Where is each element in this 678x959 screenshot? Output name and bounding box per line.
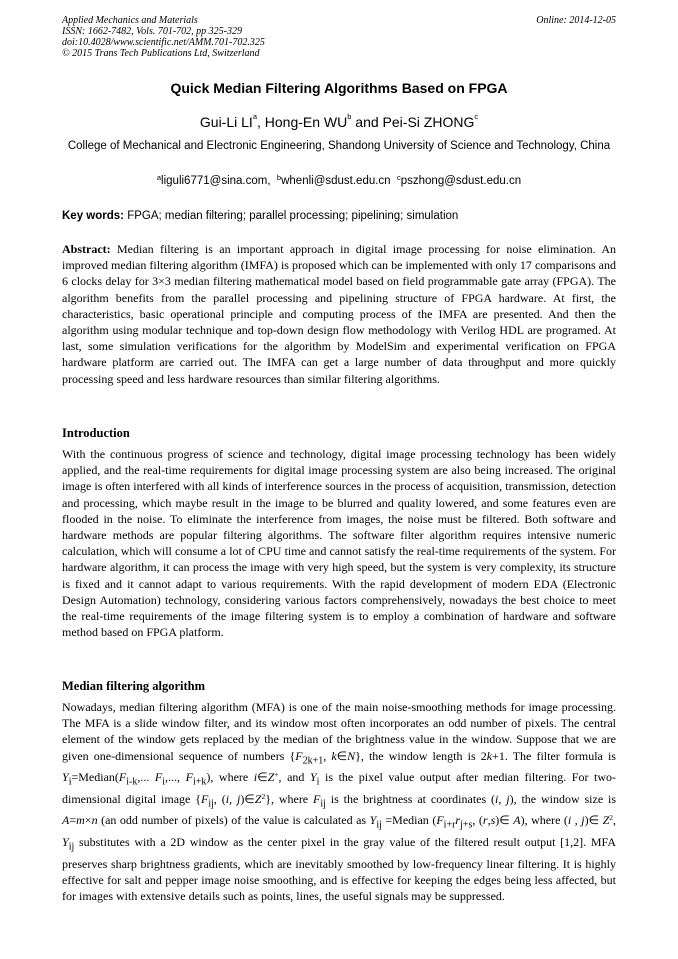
author-1-sup: a	[252, 112, 257, 121]
mfa-text: (an odd number of pixels) of the value is calculated as	[97, 813, 370, 828]
journal-header	[62, 15, 616, 59]
math-var: i	[495, 791, 499, 806]
author-2: Hong-En WU	[264, 114, 348, 130]
math-var: Z	[267, 770, 275, 785]
keywords-text: FPGA; median filtering; parallel processing; pipelining; simulation	[124, 210, 459, 222]
author-3-sup: c	[474, 112, 479, 121]
affiliation: College of Mechanical and Electronic Engineering, Shandong University of Science and Technology, China	[67, 140, 611, 152]
math-var: F	[436, 813, 444, 828]
math-var: F	[295, 748, 303, 763]
math-sub: i	[162, 776, 166, 788]
abstract-text: Median filtering is an important approach in digital image processing for noise elimination. An improved median filtering algorithm (IMFA) is proposed which can be implemented with only 17 comparisons and 6 clocks delay for 3×3 median filtering mathematical model based on field programmable gate array (FPGA). The algorithm benefits from the parallel processing and pipelining structure of FPGA hardware. At first, the characteristics, basic operational principle and computing process of the IMFA are presented. And then the algorithm using modular technique and top-down design flow methodology with Verilog HDL are programed. At last, some simulation verifications for the algorithm by ModelSim and experimental verification on FPGA hardware platform are carried out. The IMFA can get a large number of data throughput and more quickly processing speed and less hardware resources than similar filtering algorithms.	[62, 242, 616, 386]
email-b: whenli@sdust.edu.cn	[281, 175, 391, 187]
email-b-sup: b	[276, 173, 282, 182]
math-sub: j+s	[460, 819, 473, 831]
mfa-text: +1. The filter formula is	[492, 748, 616, 763]
math-var: k	[486, 748, 493, 763]
math-sub: ij	[320, 798, 326, 810]
math-var: r	[455, 813, 461, 828]
math-var: F	[118, 770, 127, 785]
math-sup: +	[274, 770, 279, 780]
math-var: k	[331, 748, 337, 763]
mfa-text: ,...,	[165, 770, 186, 785]
mfa-heading: Median filtering algorithm	[62, 679, 206, 693]
math-sub: ij	[208, 798, 214, 810]
math-var: F	[185, 770, 193, 785]
math-var: i	[253, 770, 258, 785]
journal-issn: ISSN: 1662-7482, Vols. 701-702, pp 325-329	[62, 26, 242, 37]
math-var: m	[76, 813, 85, 828]
math-sub: i	[68, 776, 72, 788]
journal-doi: doi:10.4028/www.scientific.net/AMM.701-702.325	[62, 37, 265, 48]
math-var: A	[513, 813, 521, 828]
math-var: F	[313, 791, 321, 806]
author-list	[0, 114, 678, 130]
email-a: liguli6771@sina.com,	[161, 175, 271, 187]
math-var: N	[347, 748, 356, 763]
mfa-text: ), where	[206, 770, 254, 785]
author-1: Gui-Li LI	[199, 114, 253, 130]
math-var: F	[154, 770, 163, 785]
author-2-sup: b	[347, 112, 352, 121]
mfa-text: ), the window size is	[509, 791, 617, 806]
math-var: Y	[309, 770, 317, 785]
abstract-label: Abstract:	[62, 242, 111, 256]
math-var: r	[482, 813, 488, 828]
math-sub: i	[316, 776, 320, 788]
mfa-text: ,	[571, 813, 582, 828]
math-var: j	[506, 791, 510, 806]
keywords	[62, 210, 616, 222]
math-sub: ij	[376, 819, 382, 831]
mfa-text: =Median (	[381, 813, 437, 828]
math-var: s	[490, 813, 496, 828]
journal-copyright: © 2015 Trans Tech Publications Ltd, Switzerland	[62, 48, 260, 59]
math-sub: 2k+1	[302, 755, 324, 766]
mfa-text: , (	[472, 813, 483, 828]
mfa-text: }, where	[265, 791, 313, 806]
introduction-heading: Introduction	[62, 426, 130, 440]
mfa-text: ,	[229, 791, 237, 806]
mfa-text: ∈	[257, 770, 268, 785]
math-var: j	[236, 791, 241, 806]
math-sup: 2	[609, 813, 614, 823]
mfa-text: , (	[213, 791, 226, 806]
math-sub: ij	[68, 841, 75, 853]
author-sep-1: ,	[256, 114, 265, 130]
paper-title: Quick Median Filtering Algorithms Based on FPGA	[170, 80, 508, 96]
mfa-text: ,	[613, 813, 617, 828]
math-var: Y	[369, 813, 377, 828]
math-var: Y	[62, 770, 69, 785]
author-3: Pei-Si ZHONG	[382, 114, 475, 130]
math-var: j	[581, 813, 585, 828]
journal-name: Applied Mechanics and Materials	[62, 15, 198, 26]
math-sub: i-k	[126, 776, 138, 788]
math-var: Z	[602, 813, 610, 828]
math-var: Z	[254, 791, 262, 806]
email-c: pszhong@sdust.edu.cn	[400, 175, 522, 187]
mfa-text: =	[69, 813, 77, 828]
mfa-text: )∈	[240, 791, 255, 806]
mfa-text: ∈	[336, 748, 348, 763]
mfa-text: , and	[278, 770, 310, 785]
abstract	[62, 241, 616, 387]
keywords-label: Key words:	[62, 210, 124, 222]
math-var: Y	[62, 834, 69, 849]
math-sup: 2	[261, 791, 266, 801]
online-date: Online: 2014-12-05	[536, 15, 616, 26]
math-sub: i+k	[192, 776, 207, 788]
mfa-text: =Median(	[71, 770, 119, 785]
math-var: i	[225, 791, 230, 806]
math-sub: i+r	[443, 819, 456, 831]
mfa-text: }, the window length is 2	[355, 748, 487, 763]
mfa-paragraph	[62, 699, 616, 904]
email-a-sup: a	[156, 173, 162, 182]
mfa-text: is the brightness at coordinates (	[325, 791, 496, 806]
mfa-text: substitutes with a 2D window as the center pixel in the gray value of the filtered result output [1,2]. MFA preserves sharp brightness gradients, which are inevitably smoothed by low-frequency linear filtering. It is highly effective for salt and pepper image noise smoothing, and is effective for keeping the edges being less affected, but for images with extensive details such as points, lines, the useful signals may be suppressed.	[62, 834, 616, 903]
mfa-text: ,	[487, 813, 491, 828]
mfa-text: ×	[84, 813, 92, 828]
email-c-sup: c	[396, 173, 401, 182]
mfa-text: ,...	[137, 770, 155, 785]
math-var: i	[567, 813, 572, 828]
mfa-text: )∈	[584, 813, 603, 828]
mfa-text: )∈	[495, 813, 514, 828]
mfa-text: ,	[323, 748, 332, 763]
mfa-text-1: Nowadays, median filtering algorithm (MFA) is one of the main noise-smoothing methods for image processing. The MFA is a slide window filter, and its window most often incorporates an odd number of pixels. The central element of the window gets replaced by the median of the brightness value in the window. Suppose that we are given one-dimensional sequence of numbers {	[62, 700, 616, 763]
author-sep-2: and	[351, 114, 383, 130]
math-var: n	[91, 813, 98, 828]
mfa-text: ), where (	[520, 813, 568, 828]
math-var: A	[62, 813, 70, 828]
author-emails	[0, 175, 678, 187]
math-var: F	[200, 791, 209, 806]
mfa-text: is the pixel value output after median filtering. For two-dimensional digital image {	[62, 770, 616, 806]
mfa-text: ,	[498, 791, 507, 806]
introduction-text: With the continuous progress of science and technology, digital image processing technology has been widely applied, and the real-time requirements for digital image processing system are also being increased. The original image is often interfered with all kinds of interference sources in the process of acquisition, transmission, detection and processing, which maybe result in the image to be blurred and quality lowered, and some features even are flooded in the noise. To eliminate the interference from images, the noise must be filtered. Both software and hardware methods are popular filtering algorithms. The software filter algorithm requires intensive numeric calculation, which will consume a lot of CPU time and cannot satisfy the real-time requirements of the system. For hardware algorithm, it can process the image with very high speed, but the system is very complexity, its structure is fixed and it cannot adapt to various requirements. With the rapid development of modern EDA (Electronic Design Automation) technology, considering various factors comprehensively, nowadays the best choice to meet the real-time requirements of the image filtering system is to employ a combination of hardware and software method based on FPGA platform.	[62, 447, 616, 640]
